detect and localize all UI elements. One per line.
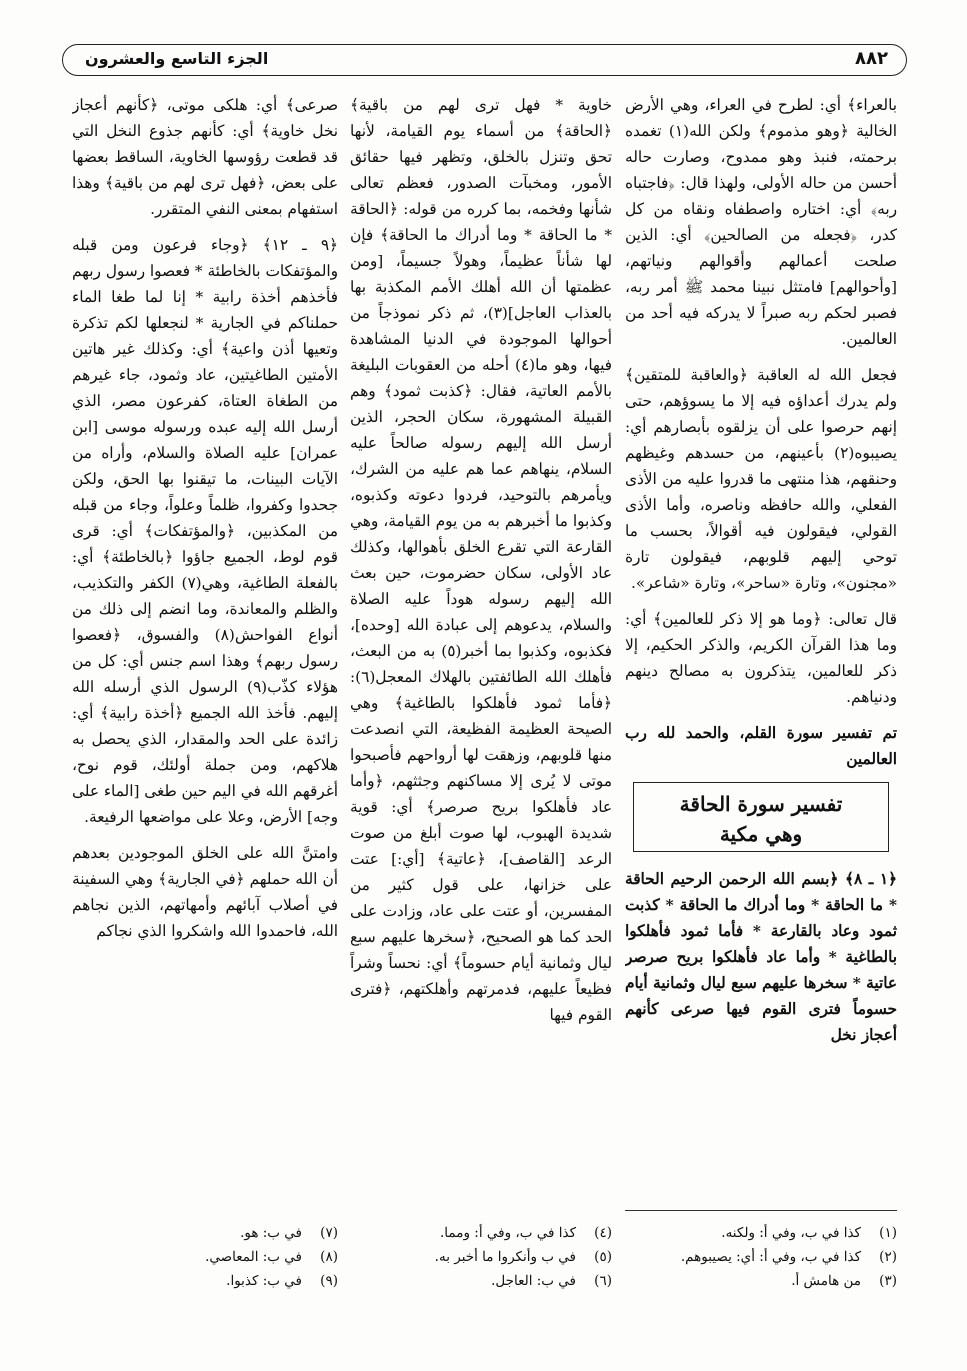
verses-block: ﴿١ ـ ٨﴾ ﴿بسم الله الرحمن الرحيم الحاقة * ما الحاقة * وما أدراك ما الحاقة * كذبت ثمود وعاد بالقارعة * فأما ثمود فأهلكوا بالطاغية * وأما عاد فأهلكوا بريح صرصر عاتية * سخرها عليهم سبع ليال وثمانية أيام حسوماً فترى القوم فيها صرعى كأنهم أعجاز نخل — [625, 870, 897, 1044]
footnote: (٥) في ب وأنكروا ما أخبر به. — [434, 1249, 612, 1265]
paragraph: خاوية * فهل ترى لهم من باقية﴾ ﴿الحاقة﴾ من أسماء يوم القيامة، لأنها تحق وتنزل بالخلق، وتظهر فيها حقائق الأمور، ومخبآت الصدور، فعظم تعالى شأنها وفخمه، بما كرره من قوله: ﴿الحاقة * ما الحاقة * وما أدراك ما الحاقة﴾ فإن لها شأناً عظيماً، وهولاً جسيماً، [ومن عظمتها أن الله أهلك الأمم المكذبة بها بالعذاب العاجل](٣)، ثم ذكر نموذجاً من أحوالها الموجودة في الدنيا المشاهدة فيها، وهو ما(٤) أحله من العقوبات البليغة بالأمم العاتية، فقال: ﴿كذبت ثمود﴾ وهم القبيلة المشهورة، سكان الحجر، الذين أرسل الله إليهم رسوله صالحاً عليه السلام، ينهاهم عما هم عليه من الشرك، ويأمرهم بالتوحيد، فردوا دعوته وكذبوه، وكذبوا ما أخبرهم به من يوم القيامة، وهي القارعة التي تقرع الخلق بأهوالها، وكذلك عاد الأولى، سكان حضرموت، حين بعث الله إليهم رسوله هوداً عليه الصلاة والسلام، يدعوهم إلى عبادة الله [وحده]، فكذبوه، وكذبوا بما أخبر(٥) به من البعث، فأهلك الله الطائفتين بالهلاك المعجل(٦): ﴿فأما ثمود فأهلكوا بالطاغية﴾ وهي الصيحة العظيمة الفظيعة، التي انصدعت منها قلوبهم، وزهقت لها أرواحهم فأصبحوا موتى لا يُرى إلا مساكنهم وجثثهم، ﴿وأما عاد فأهلكوا بريح صرصر﴾ أي: قوية شديدة الهبوب، لها صوت أبلغ من صوت الرعد [القاصف]، ﴿عاتية﴾ [أي:] عتت على خزانها، على قول كثير من المفسرين، أو عتت على عاد، وزادت على الحد كما هو الصحيح، ﴿سخرها عليهم سبع ليال وثمانية أيام حسوماً﴾ أي: نحساً وشراً فظيعاً عليهم، فدمرتهم وأهلكتهم، ﴿فترى القوم فيها — [350, 96, 612, 1024]
footnote-divider — [625, 1210, 897, 1211]
footnote: (٨) في ب: المعاصي. — [205, 1249, 338, 1265]
paragraph: وامتنَّ الله على الخلق الموجودين بعدهم أن الله حملهم ﴿في الجارية﴾ وهي السفينة في أصلاب آبائهم وأمهاتهم، الذين نجاهم الله، فاحمدوا الله واشكروا الذي نجاكم — [72, 844, 338, 940]
paragraph: بالعراء﴾ أي: لطرح في العراء، وهي الأرض الخالية ﴿وهو مذموم﴾ ولكن الله(١) تغمده برحمته، فنبذ وهو ممدوح، وصارت حاله أحسن من حاله الأولى، ولهذا قال: ﴿فاجتباه ربه﴾ أي: اختاره واصطفاه ونقاه من كل كدر، ﴿فجعله من الصالحين﴾ أي: الذين صلحت أعمالهم وأقوالهم ونياتهم، [وأحوالهم] فامتثل نبينا محمد ﷺ أمر ربه، فصبر لحكم ربه صبراً لا يدركه فيه أحد من العالمين. — [625, 96, 897, 348]
footnote: (٦) في ب: العاجل. — [491, 1273, 612, 1289]
footnote: (٣) من هامش أ. — [791, 1273, 897, 1289]
footnote: (٢) كذا في ب، وفي أ: أي: يصيبوهم. — [680, 1249, 897, 1265]
footnote: (١) كذا في ب، وفي أ: ولكنه. — [721, 1225, 897, 1241]
text-column-right — [625, 92, 897, 1192]
page-number: ٨٨٢ — [855, 48, 888, 69]
footnote: (٧) في ب: هو. — [240, 1225, 338, 1241]
text-column-left — [72, 92, 338, 1192]
page-header — [62, 44, 907, 76]
footnotes-right — [625, 1222, 897, 1294]
surah-subtitle: وهي مكية — [719, 822, 803, 846]
surah-title: تفسير سورة الحاقة — [679, 792, 843, 816]
paragraph: قال تعالى: ﴿وما هو إلا ذكر للعالمين﴾ أي: وما هذا القرآن الكريم، والذكر الحكيم، إلا ذكر للعالمين، يتذكرون به مصالح دينهم ودنياهم. — [625, 610, 897, 706]
footnote: (٤) كذا في ب، وفي أ: ومما. — [440, 1225, 612, 1241]
footnotes-middle — [350, 1222, 612, 1294]
text-column-middle — [350, 92, 612, 1192]
footnotes-left — [72, 1222, 338, 1294]
footnote: (٩) في ب: كذبوا. — [226, 1273, 338, 1289]
surah-title-box — [633, 782, 889, 852]
surah-end-note: تم تفسير سورة القلم، والحمد لله رب العالمين — [625, 724, 897, 768]
paragraph: ﴿٩ ـ ١٢﴾ ﴿وجاء فرعون ومن قبله والمؤتفكات بالخاطئة * فعصوا رسول ربهم فأخذهم أخذة رابية * إنا لما طغا الماء حملناكم في الجارية * لنجعلها لكم تذكرة وتعيها أذن واعية﴾ أي: وكذلك غير هاتين الأمتين الطاغيتين، عاد وثمود، جاء غيرهم من الطغاة العتاة، كفرعون مصر، الذي أرسل الله إليه عبده ورسوله موسى [ابن عمران] عليه الصلاة والسلام، وأراه من الآيات البينات، ما تيقنوا بها الحق، ولكن جحدوا وكفروا، ظلماً وعلواً، وجاء من قبله من المكذبين، ﴿والمؤتفكات﴾ أي: قرى قوم لوط، الجميع جاؤوا ﴿بالخاطئة﴾ أي: بالفعلة الطاغية، وهي(٧) الكفر والتكذيب، والظلم والمعاندة، وما انضم إلى ذلك من أنواع الفواحش(٨) والفسوق، ﴿فعصوا رسول ربهم﴾ وهذا اسم جنس أي: كل من هؤلاء كذّب(٩) الرسول الذي أرسله الله إليهم. فأخذ الله الجميع ﴿أخذة رابية﴾ أي: زائدة على الحد والمقدار، الذي يحصل به هلاكهم، ومن جملة أولئك، قوم نوح، أغرقهم الله في اليم حين طغى [الماء على وجه] الأرض، وعلا على مواضعها الرفيعة. — [72, 236, 338, 826]
paragraph: فجعل الله له العاقبة ﴿والعاقبة للمتقين﴾ ولم يدرك أعداؤه فيه إلا ما يسوؤهم، حتى إنهم حرصوا على أن يزلقوه بأبصارهم أي: يصيبوه(٢) بأعينهم، من حسدهم وغيظهم وحنقهم، هذا منتهى ما قدروا عليه من الأذى الفعلي، والله حافظه وناصره، وأما الأذى القولي، فيقولون فيه أقوالاً، بحسب ما توحي إليهم قلوبهم، فيقولون تارة «مجنون»، وتارة «ساحر»، وتارة «شاعر». — [625, 366, 897, 592]
part-title: الجزء التاسع والعشرون — [85, 49, 269, 68]
paragraph: صرعى﴾ أي: هلكى موتى، ﴿كأنهم أعجاز نخل خاوية﴾ أي: كأنهم جذوع النخل التي قد قطعت رؤوسها الخاوية، الساقط بعضها على بعض، ﴿فهل ترى لهم من باقية﴾ وهذا استفهام بمعنى النفي المتقرر. — [72, 96, 338, 218]
